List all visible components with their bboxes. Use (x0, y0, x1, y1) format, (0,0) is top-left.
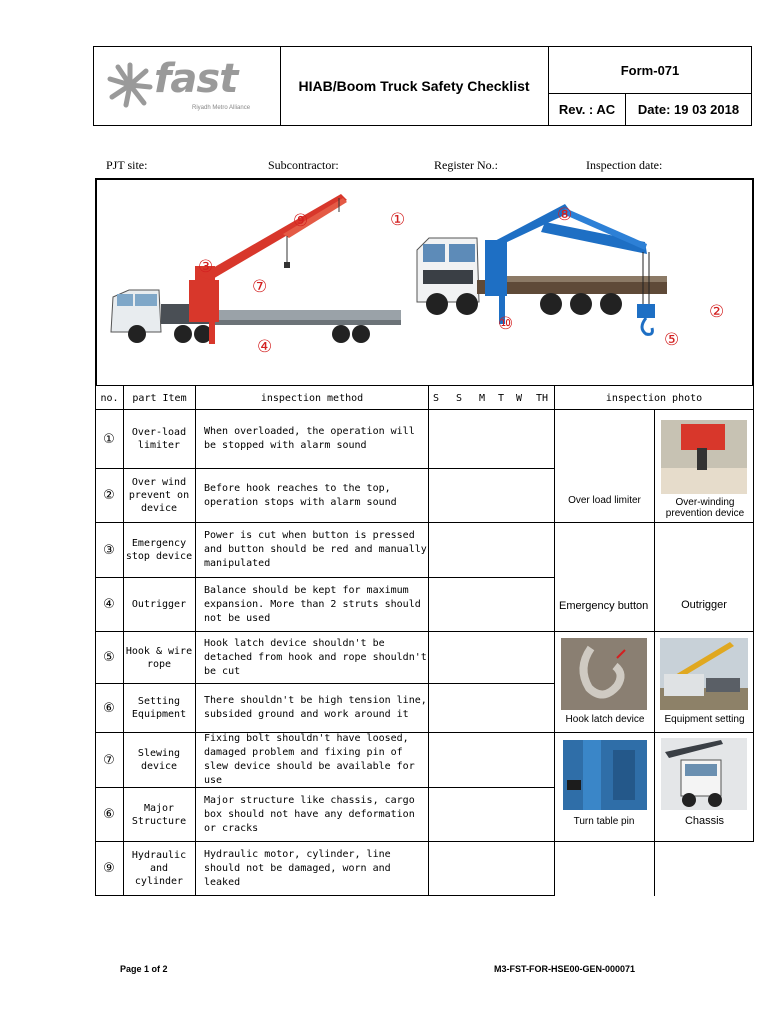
equipment-setting-photo (660, 638, 748, 710)
part-item: Over wind prevent on device (128, 477, 190, 514)
inspection-method: Balance should be kept for maximum expansion. More than 2 struts should not be used (204, 584, 421, 624)
photo-caption: Turn table pin (573, 816, 635, 827)
photo-caption: Outrigger (681, 599, 727, 611)
row-number: ② (103, 488, 115, 503)
pjt-site-label: PJT site: (106, 158, 148, 172)
photo-caption: Chassis (684, 815, 725, 827)
form-title: HIAB/Boom Truck Safety Checklist (280, 47, 549, 125)
inspection-method: Hydraulic motor, cylinder, line should not be damaged, worn and leaked (204, 848, 391, 888)
col-header-day: M (478, 392, 486, 404)
col-header-photo: inspection photo (605, 392, 703, 404)
over-winding-device-photo (661, 420, 747, 494)
part-item: Emergency stop device (125, 538, 193, 562)
row-number: ⑥ (103, 700, 115, 716)
row-number: ⑨ (103, 861, 115, 876)
part-item: Setting Equipment (131, 696, 187, 720)
inspection-method: Power is cut when button is pressed and button should be red and manually manipulated (204, 530, 427, 569)
col-header-method: inspection method (260, 392, 364, 404)
col-header-day: W (515, 392, 523, 404)
marker-1: ① (390, 210, 406, 230)
part-item: Hydraulic and cylinder (131, 850, 187, 887)
col-header-day: T (497, 392, 505, 404)
col-header-no: no. (100, 392, 119, 404)
logo-subtitle: Riyadh Metro Alliance (192, 105, 251, 111)
inspection-method: Major structure like chassis, cargo box should not have any deformation or cracks (204, 794, 415, 834)
marker-10: ⑩ (498, 314, 514, 334)
inspection-method: Fixing bolt shouldn't have loosed, damaged problem and fixing pin of slew device should be available for use (204, 733, 415, 786)
inspection-method: Hook latch device shouldn't be detached from hook and rope shouldn't be cut (204, 637, 427, 677)
inspection-method: Before hook reaches to the top, operation stops with alarm sound (204, 482, 397, 508)
chassis-photo (661, 738, 747, 810)
photo-caption: Over-winding prevention device (665, 497, 745, 519)
part-item: Outrigger (131, 599, 187, 610)
col-header-day: S (455, 392, 463, 404)
row-number: ③ (103, 542, 115, 558)
photo-caption: Equipment setting (664, 714, 745, 725)
marker-7: ⑦ (252, 277, 268, 297)
page-number: Page 1 of 2 (120, 964, 168, 974)
row-number: ⑥ (103, 807, 115, 822)
marker-2: ② (709, 302, 725, 322)
marker-3: ③ (198, 257, 214, 277)
subcontractor-label: Subcontractor: (268, 158, 339, 172)
register-no-label: Register No.: (434, 158, 498, 172)
form-date: Date: 19 03 2018 (637, 102, 740, 117)
part-item: Hook & wire rope (125, 645, 193, 670)
row-number: ⑦ (103, 752, 115, 768)
photo-caption: Hook latch device (565, 714, 645, 725)
hook-latch-photo (561, 638, 647, 710)
part-item: Slewing device (137, 748, 181, 772)
revision: Rev. : AC (549, 94, 626, 125)
row-number: ④ (103, 597, 115, 612)
photo-caption: Over load limiter (568, 495, 641, 506)
row-number: ① (103, 431, 115, 447)
col-header-part: part Item (132, 392, 187, 404)
marker-8: ⑧ (557, 205, 573, 225)
part-item: Over-load limiter (131, 427, 187, 451)
col-header-day: TH (535, 392, 549, 404)
part-item: Major Structure (131, 802, 187, 827)
marker-9: ⑨ (293, 211, 309, 231)
form-number: Form-071 (549, 47, 751, 94)
document-code: M3-FST-FOR-HSE00-GEN-000071 (494, 964, 636, 974)
inspection-date-label: Inspection date: (586, 158, 663, 172)
inspection-method: There shouldn't be high tension line, subsided ground and work around it (204, 695, 427, 720)
turn-table-pin-photo (563, 740, 647, 810)
marker-4: ④ (257, 337, 273, 357)
col-header-day: S (432, 392, 440, 404)
inspection-method: When overloaded, the operation will be stopped with alarm sound (204, 426, 415, 451)
row-number: ⑤ (103, 650, 115, 665)
marker-5: ⑤ (664, 330, 680, 350)
logo-wordmark: fast (154, 56, 238, 102)
photo-caption: Emergency button (559, 600, 649, 612)
